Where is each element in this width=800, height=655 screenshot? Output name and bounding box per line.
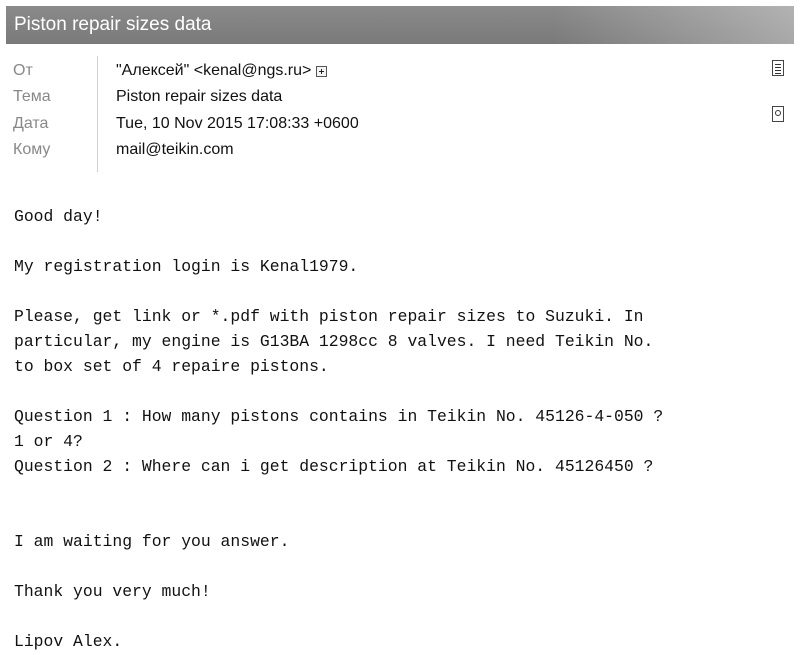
body-line: to box set of 4 repaire pistons. <box>14 357 329 376</box>
body-line <box>14 379 794 404</box>
tool-icon[interactable] <box>772 106 784 122</box>
header-subject-row <box>0 84 760 110</box>
header-from-row <box>0 58 760 84</box>
recipient-address[interactable]: mail@teikin.com <box>116 141 234 158</box>
message-title-bar <box>6 6 794 44</box>
header-to-row <box>0 137 760 163</box>
subject-value: Piston repair sizes data <box>116 88 283 105</box>
body-line: Good day! <box>14 207 103 226</box>
body-line: Question 2 : Where can i get description at Teikin No. 45126450 ? <box>14 457 654 476</box>
plus-box-icon[interactable] <box>316 66 327 77</box>
message-title: Piston repair sizes data <box>14 14 212 35</box>
document-icon[interactable] <box>772 60 784 76</box>
body-line: Question 1 : How many pistons contains in Teikin No. 45126-4-050 ? <box>14 407 664 426</box>
body-line <box>14 279 794 304</box>
body-line: 1 or 4? <box>14 432 83 451</box>
message-body <box>14 204 794 654</box>
message-headers <box>0 54 800 174</box>
sender-address[interactable]: "Алексей" <kenal@ngs.ru> <box>116 62 312 79</box>
body-line: Please, get link or *.pdf with piston repair sizes to Suzuki. In <box>14 307 644 326</box>
body-line: Lipov Alex. <box>14 632 123 651</box>
body-line: Thank you very much! <box>14 582 211 601</box>
to-label: Кому <box>13 141 51 158</box>
body-line: My registration login is Kenal1979. <box>14 257 359 276</box>
from-value <box>116 58 327 84</box>
date-label: Дата <box>13 115 49 132</box>
body-line <box>14 604 794 629</box>
body-line <box>14 504 794 529</box>
body-line: particular, my engine is G13BA 1298cc 8 valves. I need Teikin No. <box>14 332 654 351</box>
body-line <box>14 479 794 504</box>
date-value: Tue, 10 Nov 2015 17:08:33 +0600 <box>116 115 359 132</box>
body-line <box>14 229 794 254</box>
from-label: От <box>13 62 33 79</box>
header-date-row <box>0 111 760 137</box>
subject-label: Тема <box>13 88 51 105</box>
body-line <box>14 554 794 579</box>
body-line: I am waiting for you answer. <box>14 532 290 551</box>
